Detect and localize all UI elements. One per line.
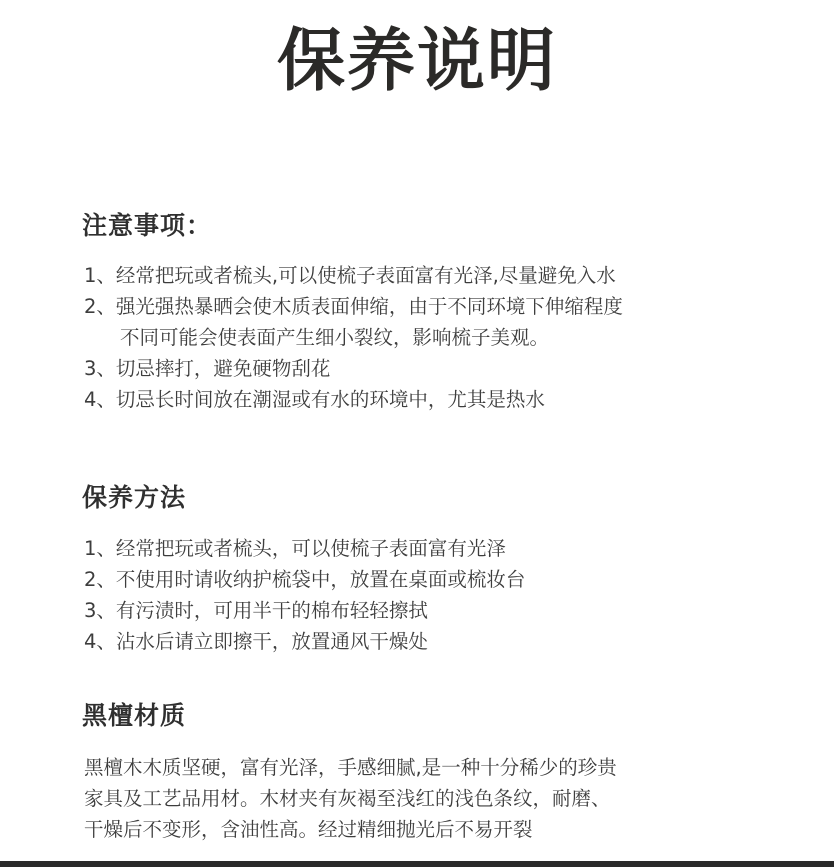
bottom-divider xyxy=(0,861,834,867)
notes-heading: 注意事项： xyxy=(82,211,213,240)
methods-heading: 保养方法 xyxy=(82,483,187,512)
page-title: 保养说明 xyxy=(276,22,557,101)
notes-item-1 xyxy=(84,260,623,291)
material-line-2: 家具及工艺品用材。木材夹有灰褐至浅红的浅色条纹，耐磨、 xyxy=(84,787,611,810)
notes-item-continuation: 不同可能会使表面产生细小裂纹，影响梳子美观。 xyxy=(120,326,550,349)
material-line-3: 干燥后不变形，含油性高。经过精细抛光后不易开裂 xyxy=(84,818,533,841)
notes-item-3 xyxy=(84,353,623,384)
notes-item-4 xyxy=(84,384,623,415)
methods-item-4: 4、沾水后请立即擦干，放置通风干燥处 xyxy=(84,630,428,653)
methods-item-2: 2、不使用时请收纳护梳袋中，放置在桌面或梳妆台 xyxy=(84,568,526,591)
material-heading: 黑檀材质 xyxy=(82,701,187,730)
methods-item-1: 1、经常把玩或者梳头，可以使梳子表面富有光泽 xyxy=(84,537,506,560)
notes-item-2 xyxy=(84,291,623,353)
methods-list xyxy=(84,533,525,657)
notes-item-text: 2、强光强热暴晒会使木质表面伸缩，由于不同环境下伸缩程度 xyxy=(84,295,623,318)
notes-item-text: 3、切忌摔打，避免硬物刮花 xyxy=(84,357,331,380)
notes-item-text: 1、经常把玩或者梳头,可以使梳子表面富有光泽,尽量避免入水 xyxy=(84,264,616,287)
notes-item-text: 4、切忌长时间放在潮湿或有水的环境中，尤其是热水 xyxy=(84,388,545,411)
notes-list xyxy=(84,260,623,415)
material-line-1: 黑檀木木质坚硬，富有光泽，手感细腻,是一种十分稀少的珍贵 xyxy=(84,756,617,779)
material-description xyxy=(84,752,724,845)
methods-item-3: 3、有污渍时，可用半干的棉布轻轻擦拭 xyxy=(84,599,428,622)
